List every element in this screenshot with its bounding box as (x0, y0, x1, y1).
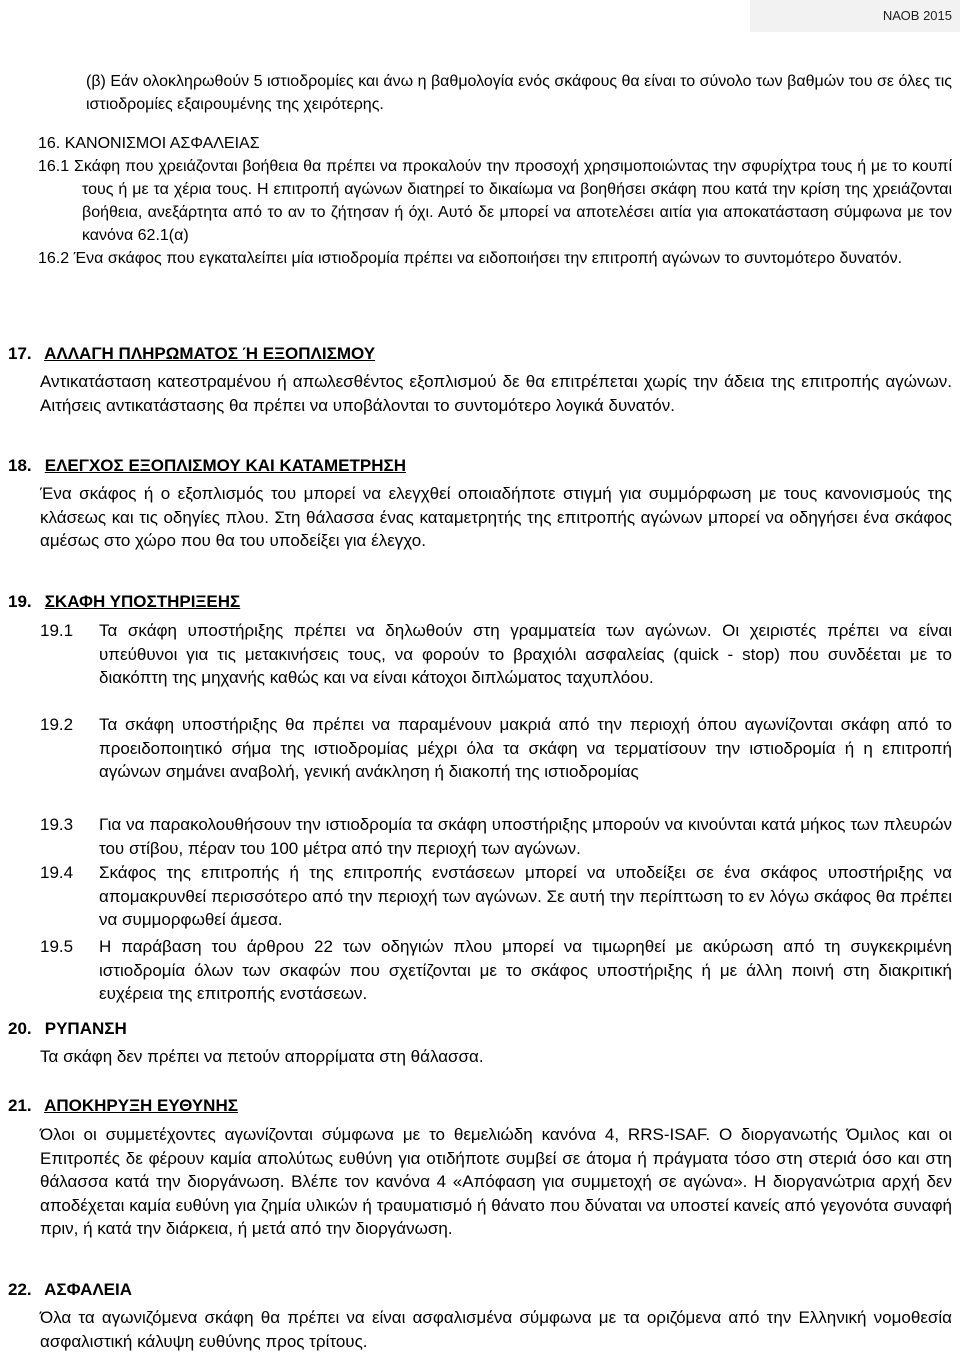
intro-paragraph-b: (β) Εάν ολοκληρωθούν 5 ιστιοδρομίες και άνω η βαθμολογία ενός σκάφους θα είναι το σύνολο των βαθμών του σε όλες τις ιστιοδρομίες εξαιρουμένης της χειρότερης. (86, 73, 952, 113)
item-text: Τα σκάφη υποστήριξης πρέπει να δηλωθούν στη γραμματεία των αγώνων. Οι χειριστές πρέπει να είναι υπεύθυνοι για τις μετακινήσεις τους, να φορούν το βραχιόλι ασφαλείας (quick - stop) που συνδέεται με το διακόπτη της μηχανής καθώς και να είναι κάτοχοι διπλώματος ταχυπλόου. (99, 621, 952, 687)
item-text: Για να παρακολουθήσουν την ιστιοδρομία τα σκάφη υποστήριξης μπορούν να κινούνται κατά μήκος των πλευρών του στίβου, πέραν του 100 μέτρα από την περιοχή των αγώνων. (99, 815, 952, 858)
section-21-heading (8, 1096, 238, 1116)
item-number: 19.2 (40, 715, 74, 734)
item-text: Σκάφος της επιτροπής ή της επιτροπής ενστάσεων μπορεί να υποδείξει σε ένα σκάφος υποστήριξης να απομακρυνθεί περισσότερο από την περιοχή των αγώνων. Σε αυτή την περίπτωση το εν λόγω σκάφος θα πρέπει να συμμορφωθεί άμεσα. (99, 863, 952, 929)
section-number: 17. (8, 344, 32, 363)
section-16-heading: 16. ΚΑΝΟΝΙΣΜΟΙ ΑΣΦΑΛΕΙΑΣ (38, 135, 260, 152)
item-19-5 (40, 935, 952, 1006)
section-20-body: Τα σκάφη δεν πρέπει να πετούν απορρίματα στη θάλασσα. (40, 1047, 484, 1066)
section-title: ΑΣΦΑΛΕΙΑ (44, 1280, 133, 1299)
item-19-3 (40, 813, 952, 860)
section-21-body: Όλοι οι συμμετέχοντες αγωνίζονται σύμφωνα με το θεμελιώδη κανόνα 4, RRS-ISAF. Ο διοργανωτής Όμιλος και οι Επιτροπές δε φέρουν καμία απολύτως ευθύνη για οτιδήποτε συμβεί σε άτομα ή πράγματα τόσο στη στεριά όσο και στη θάλασσα κατά την διοργάνωση. Βλέπε τον κανόνα 4 «Απόφαση για συμμετοχή σε αγώνα». Η διοργανώτρια αρχή δεν αποδέχεται καμία ευθύνη για ζημία υλικών ή τραυματισμό ή θάνατο που δύναται να υποστεί κανείς από γεγονότα συναφή πριν, ή κατά την διάρκεια, ή μετά από την διοργάνωση. (40, 1125, 952, 1238)
item-number: 19.1 (40, 621, 74, 640)
item-number: 19.3 (40, 815, 74, 834)
item-19-2 (40, 713, 952, 784)
section-22-body: Όλα τα αγωνιζόμενα σκάφη θα πρέπει να είναι ασφαλισμένα σύμφωνα με τα οριζόμενα από την Ελληνική νομοθεσία ασφαλιστική κάλυψη ευθύνης προς τρίτους. (40, 1308, 952, 1351)
section-number: 19. (8, 592, 32, 611)
section-16-1: 16.1 Σκάφη που χρειάζονται βοήθεια θα πρέπει να προκαλούν την προσοχή χρησιμοποιώντας την σφυρίχτρα τους ή με το κουπί τους ή με τα χέρια τους. Η επιτροπή αγώνων διατηρεί το δικαίωμα να βοηθήσει σκάφη που κατά την κρίση της χρειάζονται βοήθεια, ανεξάρτητα από το αν το ζήτησαν ή όχι. Αυτό δε μπορεί να αποτελέσει αιτία για αποκατάσταση σύμφωνα με τον κανόνα 62.1(α) (38, 158, 952, 244)
section-19-heading (8, 592, 240, 612)
section-title: ΑΛΛΑΓΗ ΠΛΗΡΩΜΑΤΟΣ Ή ΕΞΟΠΛΙΣΜΟΥ (44, 344, 376, 363)
item-text: Τα σκάφη υποστήριξης θα πρέπει να παραμένουν μακριά από την περιοχή όπου αγωνίζονται σκάφη από το προειδοποιητικό σήμα της ιστιοδρομίας μέχρι όλα τα σκάφη να τερματίσουν την ιστιοδρομία ή η επιτροπή αγώνων σημάνει αναβολή, γενική ανάκληση ή διακοπή της ιστιοδρομίας (99, 715, 952, 781)
item-19-1 (40, 619, 952, 690)
section-22-heading (8, 1280, 132, 1300)
section-18-heading (8, 456, 406, 476)
section-16-2: 16.2 Ένα σκάφος που εγκαταλείπει μία ιστιοδρομία πρέπει να ειδοποιήσει την επιτροπή αγώνων το συντομότερο δυνατόν. (38, 250, 903, 267)
section-number: 20. (8, 1019, 32, 1038)
section-17-heading (8, 344, 375, 364)
section-number: 18. (8, 456, 32, 475)
section-title: ΑΠΟΚΗΡΥΞΗ ΕΥΘΥΝΗΣ (44, 1096, 238, 1115)
section-number: 21. (8, 1096, 32, 1115)
section-16 (38, 132, 952, 270)
header-label: ΝΑΟΒ 2015 (882, 8, 952, 23)
item-number: 19.4 (40, 863, 74, 882)
section-20-heading (8, 1019, 127, 1039)
section-18-body: Ένα σκάφος ή ο εξοπλισμός του μπορεί να ελεγχθεί οποιαδήποτε στιγμή για συμμόρφωση με τους κανονισμούς της κλάσεως και τις οδηγίες πλου. Στη θάλασσα ένας καταμετρητής της επιτροπής αγώνων μπορεί να οδηγήσει ένα σκάφος αμέσως στο χώρο που θα του υποδείξει για έλεγχο. (40, 484, 952, 550)
section-number: 22. (8, 1280, 32, 1299)
section-title: ΕΛΕΓΧΟΣ ΕΞΟΠΛΙΣΜΟΥ ΚΑΙ ΚΑΤΑΜΕΤΡΗΣΗ (44, 456, 406, 475)
section-title: ΣΚΑΦΗ ΥΠΟΣΤΗΡΙΞΕΗΣ (44, 592, 241, 611)
section-17-body: Αντικατάσταση κατεστραμένου ή απωλεσθέντος εξοπλισμού δε θα επιτρέπεται χωρίς την άδεια της επιτροπής αγώνων. Αιτήσεις αντικατάστασης θα πρέπει να υποβάλονται το συντομότερο λογικά δυνατόν. (40, 372, 952, 415)
item-number: 19.5 (40, 937, 74, 956)
section-title: ΡΥΠΑΝΣΗ (44, 1019, 127, 1038)
item-text: Η παράβαση του άρθρου 22 των οδηγιών πλου μπορεί να τιμωρηθεί με ακύρωση από τη συγκεκριμένη ιστιοδρομία όλων των σκαφών που σχετίζονται με το σκάφος υποστήριξης ή με άλλη ποινή στη διακριτική ευχέρεια της επιτροπής ενστάσεων. (99, 937, 952, 1003)
item-19-4 (40, 861, 952, 932)
